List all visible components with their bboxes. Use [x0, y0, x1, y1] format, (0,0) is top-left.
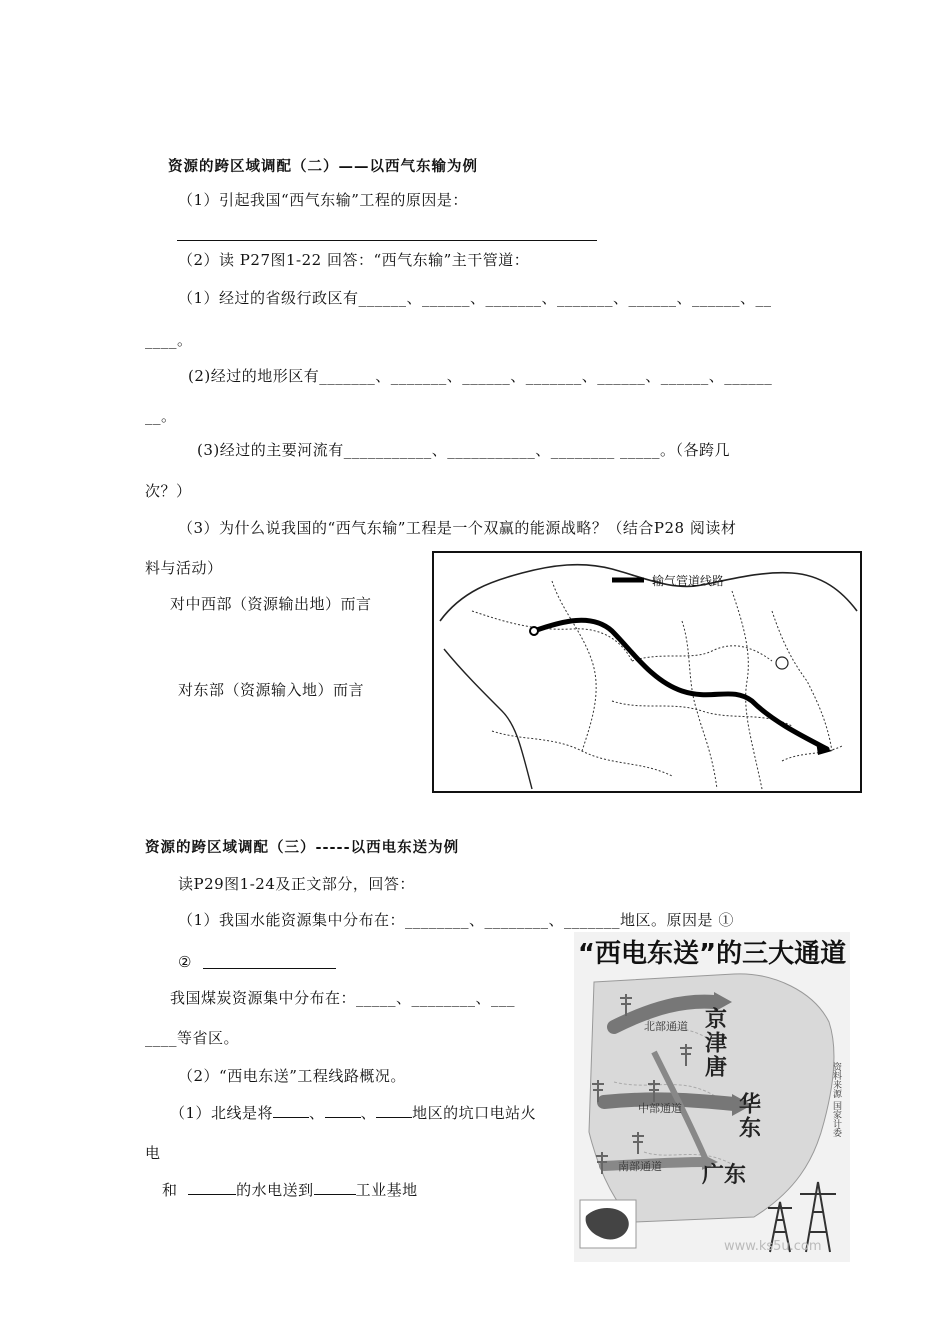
middle-channel-label: 中部通道 [638, 1102, 682, 1115]
coal-question-continued: ____等省区。 [145, 1029, 240, 1047]
power-channels-map [574, 932, 850, 1262]
blank [188, 1180, 236, 1195]
east-benefit-label: 对东部（资源输入地）而言 [178, 681, 365, 699]
hydro-to-text: 的水电送到 [236, 1181, 314, 1199]
blank [325, 1103, 361, 1118]
hydro-reason-2: ② [178, 953, 192, 971]
question-2-2-text: (2)经过的地形区有_______、_______、______、_______、______、______、______ [188, 367, 773, 385]
destination-guangdong: 广东 [702, 1163, 747, 1188]
hydro-question-text: （1）我国水能资源集中分布在：________、________、_______地区。原因是 ① [178, 911, 734, 929]
north-line-suffix: 地区的坑口电站火 [412, 1104, 537, 1122]
map-legend-label: 输气管道线路 [652, 574, 725, 588]
destination-huadong: 华东 [735, 1092, 761, 1140]
west-benefit-label: 对中西部（资源输出地）而言 [170, 595, 372, 613]
power-route-question: （2）“西电东送”工程线路概况。 [178, 1067, 406, 1085]
question-2-3-text: (3)经过的主要河流有___________、___________、________ _____。（各跨几 [197, 441, 731, 459]
section-title-west-gas: 资源的跨区域调配（二）——以西气东输为例 [168, 159, 478, 175]
question-3-continued: 料与活动） [145, 559, 223, 577]
source-note: 资料来源 国家计委 [831, 1062, 841, 1137]
question-2-3-continued: 次？） [145, 482, 192, 500]
pipeline-map [432, 551, 862, 793]
section3-intro: 读P29图1-24及正文部分，回答： [178, 875, 415, 893]
blank [314, 1180, 356, 1195]
north-line-continued: 电 [145, 1144, 161, 1162]
north-channel-label: 北部通道 [644, 1020, 688, 1033]
figure2-title: “西电东送”的三大通道 [577, 939, 847, 969]
separator: 、 [360, 1104, 377, 1122]
north-line-prefix: （1）北线是将 [170, 1104, 274, 1122]
pipeline-map-figure [432, 551, 862, 793]
power-channels-figure [574, 932, 850, 1262]
answer-line [203, 968, 336, 969]
question-2-1-continued: ____。 [145, 331, 193, 349]
answer-line [177, 240, 597, 241]
question-2-text: （2）读 P27图1-22 回答：“西气东输”主干管道： [178, 251, 530, 269]
question-2-1-text: （1）经过的省级行政区有______、______、_______、_______、______、______、__ [178, 289, 772, 307]
question-1-text: （1）引起我国“西气东输”工程的原因是： [178, 191, 468, 209]
and-word: 和 [162, 1181, 178, 1199]
blank [273, 1103, 309, 1118]
section-title-west-power: 资源的跨区域调配（三）-----以西电东送为例 [145, 840, 460, 856]
watermark-text: www.ks5u.com [724, 1239, 822, 1254]
question-3-text: （3）为什么说我国的“西气东输”工程是一个双赢的能源战略？（结合P28 阅读材 [178, 519, 737, 537]
coal-question-text: 我国煤炭资源集中分布在：_____、________、___ [170, 989, 516, 1007]
north-line-text [170, 1103, 536, 1123]
south-channel-label: 南部通道 [618, 1160, 662, 1173]
hydro-destination-text [162, 1180, 418, 1200]
blank [376, 1103, 412, 1118]
separator: 、 [309, 1104, 325, 1122]
destination-jingjintang: 京津唐 [701, 1007, 727, 1079]
industrial-base-text: 工业基地 [355, 1181, 418, 1199]
question-2-2-continued: __。 [145, 407, 177, 425]
